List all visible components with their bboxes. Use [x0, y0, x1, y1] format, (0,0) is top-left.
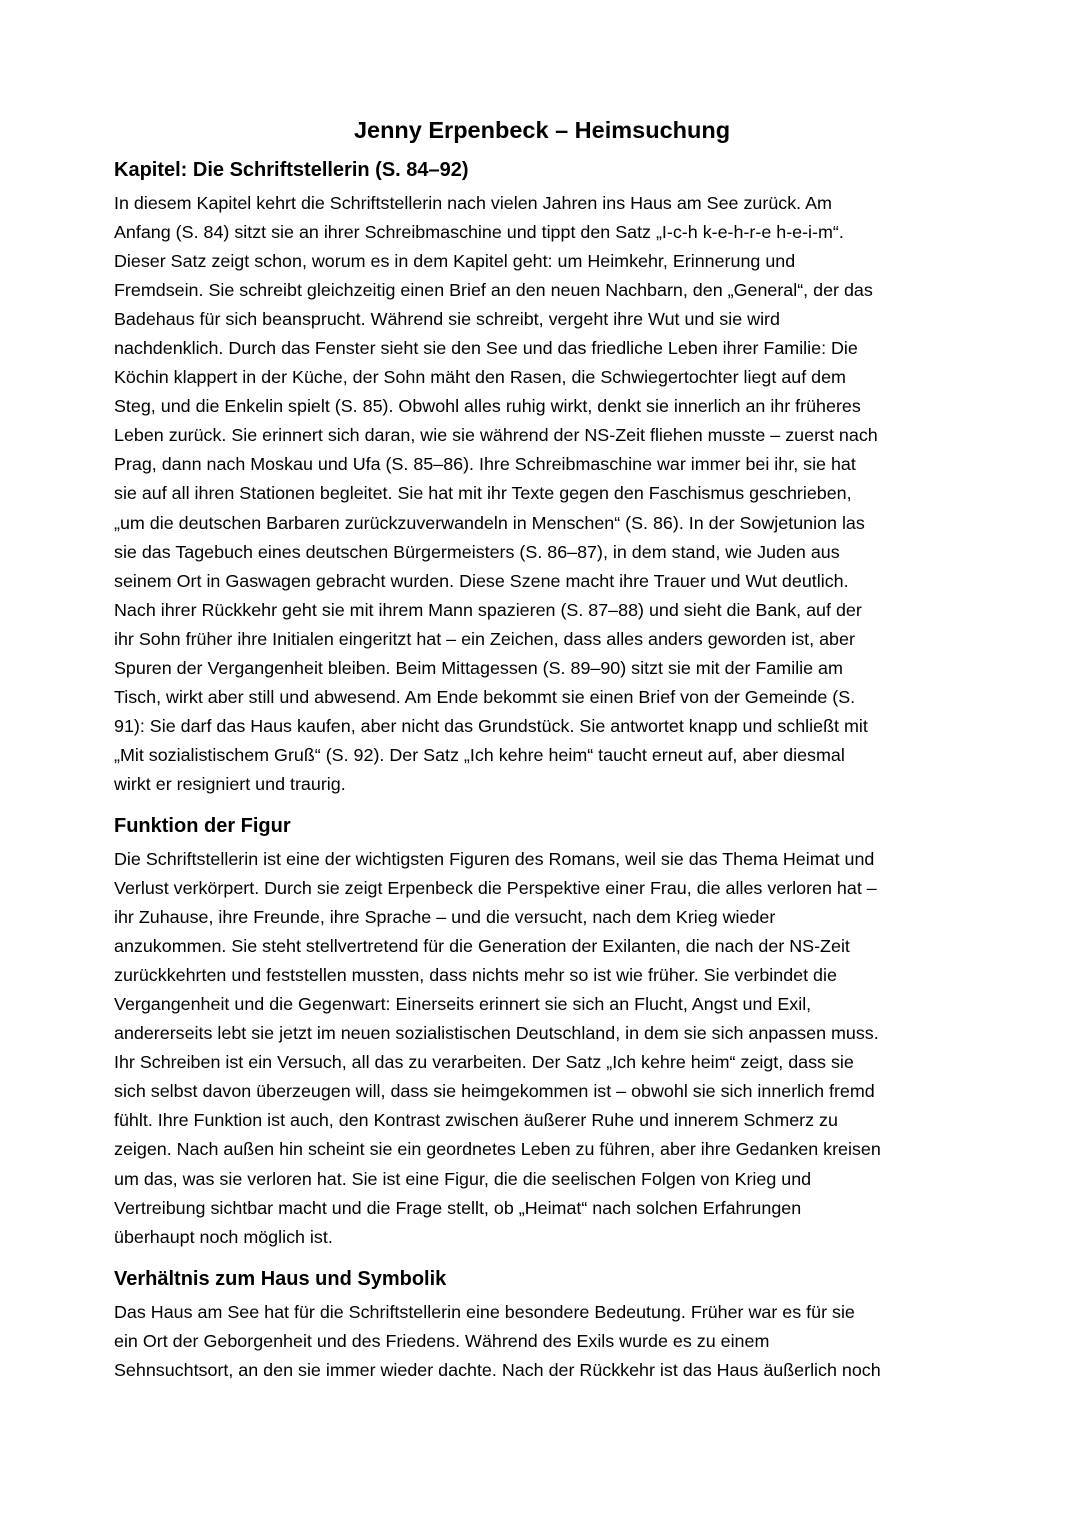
text-line: sie auf all ihren Stationen begleitet. Sie hat mit ihr Texte gegen den Faschismus geschrieben,	[114, 483, 852, 504]
text-line: Die Schriftstellerin ist eine der wichtigsten Figuren des Romans, weil sie das Thema Heimat und	[114, 848, 875, 869]
document-title: Jenny Erpenbeck – Heimsuchung	[353, 117, 731, 143]
text-line: überhaupt noch möglich ist.	[114, 1226, 333, 1247]
text-line: nachdenklich. Durch das Fenster sieht sie den See und das friedliche Leben ihrer Familie: Die	[114, 338, 858, 359]
section-heading-house: Verhältnis zum Haus und Symbolik	[114, 1267, 447, 1290]
text-line: Nach ihrer Rückkehr geht sie mit ihrem Mann spazieren (S. 87–88) und sieht die Bank, auf der	[114, 599, 862, 620]
text-line: Vertreibung sichtbar macht und die Frage stellt, ob „Heimat“ nach solchen Erfahrungen	[114, 1197, 802, 1218]
text-line: fühlt. Ihre Funktion ist auch, den Kontrast zwischen äußerer Ruhe und innerem Schmerz zu	[114, 1110, 838, 1131]
text-line: seinem Ort in Gaswagen gebracht wurden. Diese Szene macht ihre Trauer und Wut deutlich.	[114, 570, 849, 591]
text-line: 91): Sie darf das Haus kaufen, aber nicht das Grundstück. Sie antwortet knapp und schließt mit	[114, 715, 868, 736]
text-line: Tisch, wirkt aber still und abwesend. Am Ende bekommt sie einen Brief von der Gemeinde (S.	[114, 686, 856, 707]
text-line: In diesem Kapitel kehrt die Schriftstellerin nach vielen Jahren ins Haus am See zurück. Am	[114, 193, 832, 213]
text-line: andererseits lebt sie jetzt im neuen sozialistischen Deutschland, in dem sie sich anpassen muss.	[114, 1023, 879, 1044]
text-line: Vergangenheit und die Gegenwart: Einerseits erinnert sie sich an Flucht, Angst und Exil,	[114, 994, 812, 1015]
section-heading-function: Funktion der Figur	[114, 814, 291, 837]
text-line: Badehaus für sich beansprucht. Während sie schreibt, vergeht ihre Wut und sie wird	[114, 309, 780, 330]
text-line: sie das Tagebuch eines deutschen Bürgermeisters (S. 86–87), in dem stand, wie Juden aus	[114, 541, 840, 562]
section-paragraph-house	[114, 1298, 970, 1385]
text-line: Sehnsuchtsort, an den sie immer wieder dachte. Nach der Rückkehr ist das Haus äußerlich noch	[114, 1359, 881, 1380]
text-line: Spuren der Vergangenheit bleiben. Beim Mittagessen (S. 89–90) sitzt sie mit der Familie am	[114, 657, 843, 678]
text-line: Das Haus am See hat für die Schriftstellerin eine besondere Bedeutung. Früher war es für sie	[114, 1301, 855, 1322]
section-paragraph-chapter	[114, 189, 970, 799]
text-line: ihr Sohn früher ihre Initialen eingeritzt hat – ein Zeichen, dass alles anders geworden ist, aber	[114, 628, 855, 649]
text-line: um das, was sie verloren hat. Sie ist eine Figur, die die seelischen Folgen von Krieg und	[114, 1168, 812, 1189]
text-line: Prag, dann nach Moskau und Ufa (S. 85–86). Ihre Schreibmaschine war immer bei ihr, sie hat	[114, 454, 856, 475]
text-line: Köchin klappert in der Küche, der Sohn mäht den Rasen, die Schwiegertochter liegt auf dem	[114, 367, 846, 388]
text-line: „um die deutschen Barbaren zurückzuverwandeln in Menschen“ (S. 86). In der Sowjetunion las	[114, 512, 865, 533]
text-line: ihr Zuhause, ihre Freunde, ihre Sprache – und die versucht, nach dem Krieg wieder	[114, 907, 776, 928]
document-page	[114, 111, 970, 1385]
text-line: zeigen. Nach außen hin scheint sie ein geordnetes Leben zu führen, aber ihre Gedanken kreisen	[114, 1139, 881, 1160]
text-line: Steg, und die Enkelin spielt (S. 85). Obwohl alles ruhig wirkt, denkt sie innerlich an ihr früheres	[114, 396, 861, 417]
text-line: Leben zurück. Sie erinnert sich daran, wie sie während der NS-Zeit fliehen musste – zuerst nach	[114, 425, 878, 446]
text-line: Anfang (S. 84) sitzt sie an ihrer Schreibmaschine und tippt den Satz „I-c-h k-e-h-r-e h-e-i-m“.	[114, 222, 844, 243]
section-paragraph-function	[114, 845, 970, 1252]
text-line: Fremdsein. Sie schreibt gleichzeitig einen Brief an den neuen Nachbarn, den „General“, der das	[114, 280, 873, 301]
section-heading-chapter: Kapitel: Die Schriftstellerin (S. 84–92)	[114, 159, 469, 181]
text-line: „Mit sozialistischem Gruß“ (S. 92). Der Satz „Ich kehre heim“ taucht erneut auf, aber diesmal	[114, 744, 845, 765]
text-line: anzukommen. Sie steht stellvertretend für die Generation der Exilanten, die nach der NS-Zeit	[114, 936, 850, 957]
text-line: Dieser Satz zeigt schon, worum es in dem Kapitel geht: um Heimkehr, Erinnerung und	[114, 251, 796, 272]
text-line: Ihr Schreiben ist ein Versuch, all das zu verarbeiten. Der Satz „Ich kehre heim“ zeigt, dass sie	[114, 1052, 854, 1073]
text-line: zurückkehrten und feststellen mussten, dass nichts mehr so ist wie früher. Sie verbindet die	[114, 965, 837, 986]
text-line: sich selbst davon überzeugen will, dass sie heimgekommen ist – obwohl sie sich innerlich fremd	[114, 1081, 875, 1102]
text-line: ein Ort der Geborgenheit und des Friedens. Während des Exils wurde es zu einem	[114, 1330, 770, 1351]
text-line: Verlust verkörpert. Durch sie zeigt Erpenbeck die Perspektive einer Frau, die alles verloren hat –	[114, 878, 877, 899]
text-line: wirkt er resigniert und traurig.	[114, 773, 346, 794]
